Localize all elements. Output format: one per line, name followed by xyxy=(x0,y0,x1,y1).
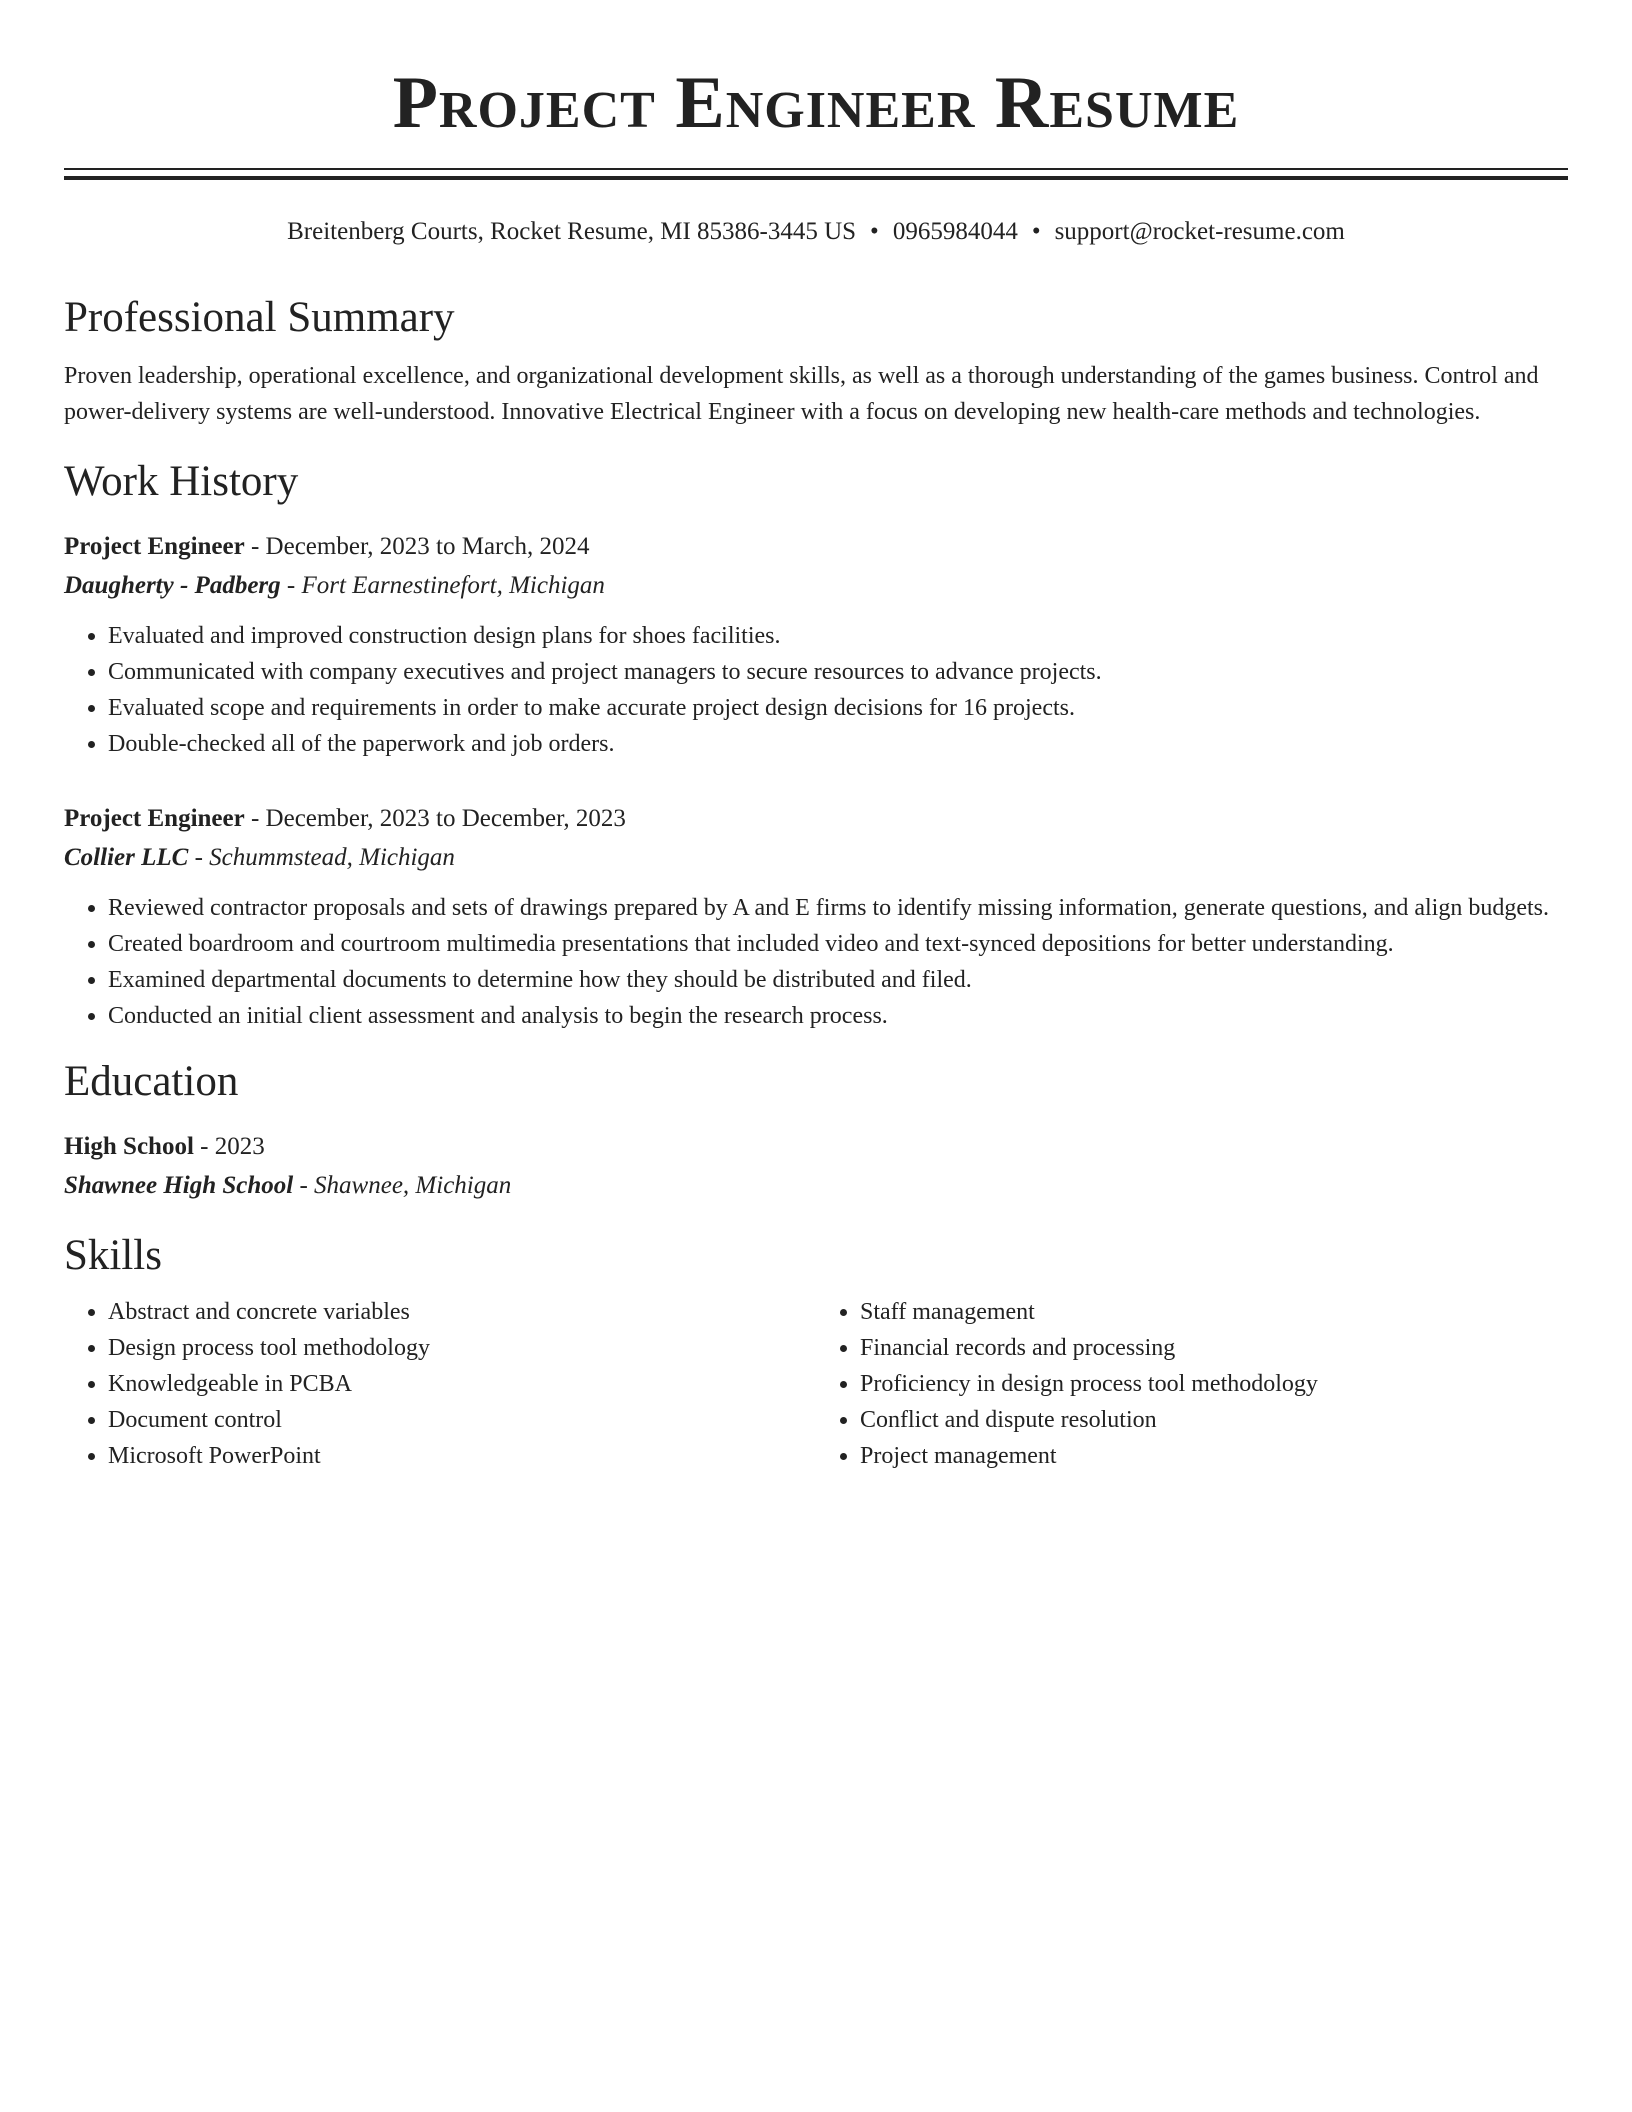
summary-heading: Professional Summary xyxy=(64,294,455,341)
job-title: Project Engineer xyxy=(64,533,245,560)
education-degree-line xyxy=(64,1128,1568,1166)
education-heading: Education xyxy=(64,1058,239,1105)
title-divider xyxy=(64,168,1568,180)
contact-separator: • xyxy=(870,218,879,245)
skill-item: • Staff management xyxy=(860,1294,1568,1330)
work-history-heading: Work History xyxy=(64,458,299,505)
job-entry xyxy=(64,800,1568,1034)
job-company: Collier LLC xyxy=(64,844,189,871)
job-dates: - December, 2023 to March, 2024 xyxy=(244,533,590,560)
list-item: • Examined departmental documents to determine how they should be distributed and filed. xyxy=(108,962,1568,998)
education-location: - Shawnee, Michigan xyxy=(293,1172,512,1199)
skill-item: • Microsoft PowerPoint xyxy=(108,1438,816,1474)
list-item: • Reviewed contractor proposals and sets of drawings prepared by A and E firms to identify missing information, generate questions, and align budgets. xyxy=(108,890,1568,926)
skills-column-left xyxy=(64,1294,816,1474)
list-item: • Created boardroom and courtroom multimedia presentations that included video and text-synced depositions for better understanding. xyxy=(108,926,1568,962)
page-title: Project Engineer Resume xyxy=(392,62,1240,144)
skills-heading: Skills xyxy=(64,1232,162,1279)
job-location: - Schummstead, Michigan xyxy=(188,844,455,871)
skill-item: • Abstract and concrete variables xyxy=(108,1294,816,1330)
contact-email[interactable]: support@rocket-resume.com xyxy=(1054,218,1345,245)
education-year: - 2023 xyxy=(193,1133,265,1160)
skills-grid xyxy=(64,1294,1568,1474)
job-location: - Fort Earnestinefort, Michigan xyxy=(280,572,605,599)
job-title-line xyxy=(64,528,1568,566)
contact-line xyxy=(64,216,1568,248)
skill-item: • Document control xyxy=(108,1402,816,1438)
contact-phone: 0965984044 xyxy=(892,218,1018,245)
skills-column-right xyxy=(816,1294,1568,1474)
contact-separator: • xyxy=(1031,218,1041,245)
education-degree: High School xyxy=(64,1133,194,1160)
job-title-line xyxy=(64,800,1568,838)
skill-item: • Knowledgeable in PCBA xyxy=(108,1366,816,1402)
skill-item: • Conflict and dispute resolution xyxy=(860,1402,1568,1438)
skill-item: • Financial records and processing xyxy=(860,1330,1568,1366)
job-company: Daugherty - Padberg xyxy=(64,572,281,599)
education-entry xyxy=(64,1128,1568,1206)
skill-item: • Proficiency in design process tool methodology xyxy=(860,1366,1568,1402)
list-item: • Conducted an initial client assessment and analysis to begin the research process. xyxy=(108,998,1568,1034)
list-item: • Evaluated scope and requirements in order to make accurate project design decisions for 16 projects. xyxy=(108,690,1568,726)
job-company-line xyxy=(64,838,1568,878)
job-bullets xyxy=(64,618,1568,762)
education-school-line xyxy=(64,1166,1568,1206)
skill-item: • Project management xyxy=(860,1438,1568,1474)
education-school: Shawnee High School xyxy=(64,1172,294,1199)
list-item: • Evaluated and improved construction design plans for shoes facilities. xyxy=(108,618,1568,654)
job-bullets xyxy=(64,890,1568,1034)
summary-text: Proven leadership, operational excellence, and organizational development skills, as well as a thorough understanding of the games business. Control and power-delivery systems are well-understood. Innovative Electrical Engineer with a focus on developing new health-care methods and technologies. xyxy=(64,363,1539,425)
skill-item: • Design process tool methodology xyxy=(108,1330,816,1366)
job-entry xyxy=(64,528,1568,762)
list-item: • Communicated with company executives and project managers to secure resources to advance projects. xyxy=(108,654,1568,690)
list-item: • Double-checked all of the paperwork and job orders. xyxy=(108,726,1568,762)
job-dates: - December, 2023 to December, 2023 xyxy=(244,805,626,832)
job-company-line xyxy=(64,566,1568,606)
contact-address: Breitenberg Courts, Rocket Resume, MI 85386-3445 US xyxy=(287,218,857,245)
job-title: Project Engineer xyxy=(64,805,245,832)
